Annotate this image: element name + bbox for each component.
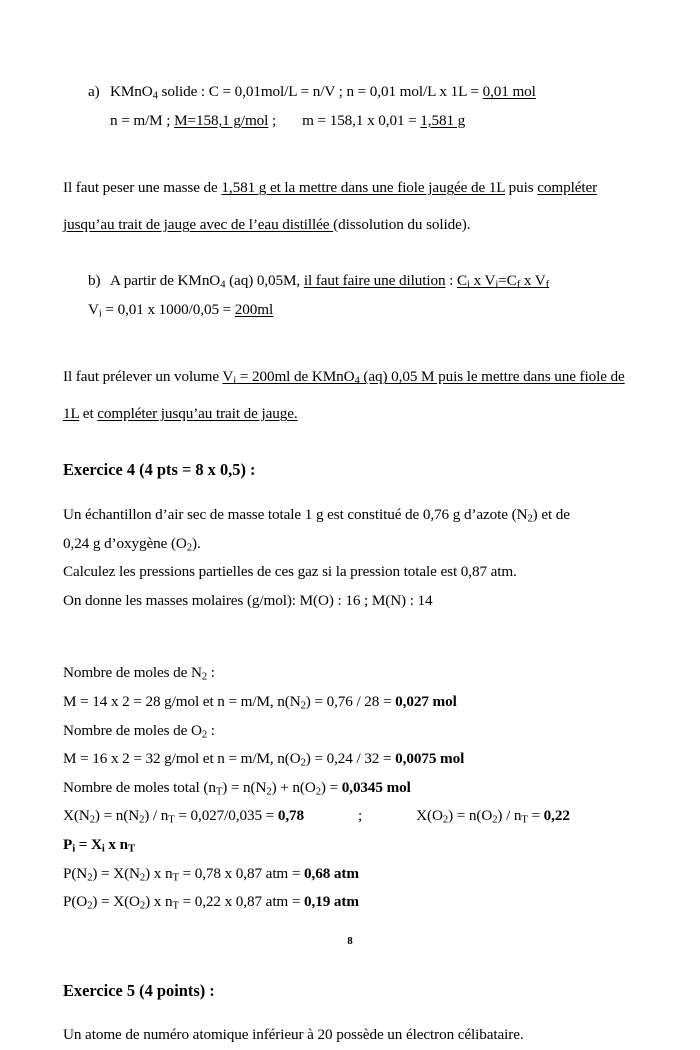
subscript-4: 4 (220, 279, 226, 291)
peser-u2: compléter jusqu’au trait de jauge avec de l’eau distillée (63, 179, 598, 234)
subscript-2: 2 (527, 513, 533, 525)
prelever-u2: fiole de 1L (63, 368, 625, 423)
vi-V: x V (469, 272, 496, 290)
subscript-2: 2 (201, 728, 208, 740)
a-line2-mid: ; (268, 111, 277, 129)
ex4-s1b: ) et de (532, 505, 570, 523)
cf-sub: f (516, 279, 521, 291)
sol-l8c: ) x n (145, 864, 173, 882)
a-line1-text: solide : C = 0,01mol/L = n/V ; n = 0,01 mol/L x 1L = (157, 83, 483, 100)
ex4-s2b: ). (192, 534, 201, 552)
ex4-sol-line8 (63, 860, 641, 889)
sol-l6d: = 0,027/0,035 = (174, 807, 278, 825)
prelever-t2: et (79, 405, 98, 423)
subscript-2: 2 (139, 814, 145, 826)
subscript-T: T (172, 871, 179, 883)
peser-t3: (dissolution du solide). (333, 216, 471, 234)
subscript-2: 2 (87, 871, 93, 883)
vi-sub: i (495, 279, 499, 291)
sol-l1a: Nombre de moles de N (63, 664, 202, 682)
sol-l3b: : (207, 721, 215, 739)
sol-l6b: ) = n(N (94, 807, 140, 825)
ex4-sol-line4 (63, 745, 641, 774)
subscript-T: T (215, 786, 223, 798)
sol-l9b: ) = X(O (92, 893, 140, 911)
sol-l6-result-o2: 0,22 (543, 807, 570, 825)
subscript-2: 2 (442, 814, 449, 826)
b-line2-V: V (88, 300, 99, 318)
ex4-sol-line6 (63, 802, 641, 831)
ex4-sol-line1 (63, 659, 641, 688)
prelever-u3: compléter jusqu’au trait de jauge. (97, 405, 298, 423)
list-item-b-line1 (63, 267, 641, 296)
subscript-T: T (521, 814, 528, 826)
sol-l3a: Nombre de moles de O (63, 721, 202, 739)
ci-sub: i (467, 279, 470, 291)
vf-V: x V (520, 272, 546, 290)
subscript-2: 2 (300, 700, 306, 712)
sol-l6c: ) / n (144, 807, 169, 825)
paragraph-peser (63, 169, 641, 243)
sol-l9c: ) x n (145, 893, 173, 911)
sol-l8d: = 0,78 x 0,87 atm = (178, 864, 305, 882)
sol-l6h: = (527, 807, 544, 825)
a-line2-result: 1,581 g (420, 111, 466, 129)
sol-l1b: : (207, 664, 215, 682)
b-line2-rest: = 0,01 x 1000/0,05 = (101, 300, 235, 318)
ex4-s2a: 0,24 g d’oxygène (O (63, 534, 187, 552)
sol-l4a: M = 16 x 2 = 32 g/mol et n = m/M, n(O (63, 750, 301, 768)
ex4-statement-line4: On donne les masses molaires (g/mol): M(O) : 16 ; M(N) : 14 (63, 591, 433, 609)
prelever-u1-post: (aq) 0,05 M puis le mettre dans une (359, 368, 580, 386)
sol-l2-result: 0,027 mol (395, 692, 457, 710)
subscript-2: 2 (266, 786, 272, 798)
subscript-i: i (72, 843, 76, 855)
spacer-block (63, 1005, 641, 1021)
sol-l5b: ) = n(N (222, 778, 267, 796)
prelever-u1-text: = 200ml de KMnO (236, 368, 355, 386)
sol-l9d: = 0,22 x 0,87 atm = (178, 893, 305, 911)
sol-l6-result-n2: 0,78 (277, 807, 305, 825)
b-line1-dilution-formula (457, 272, 549, 289)
sol-l8a: P(N (63, 864, 88, 882)
prelever-u1 (222, 368, 579, 385)
document-body (63, 78, 641, 1050)
formula-kmno4: KMnO (110, 83, 153, 100)
vf-sub: f (545, 279, 550, 291)
list-item-a-line1 (63, 78, 641, 107)
subscript-2: 2 (201, 671, 208, 683)
list-marker-a: a) (88, 83, 100, 100)
sol-l6g: ) / n (497, 807, 522, 825)
prelever-V: V (222, 368, 234, 386)
list-marker-b: b) (88, 272, 101, 290)
sol-l7-eq: = X (75, 835, 102, 853)
peser-t1: Il faut peser une masse de (63, 179, 222, 197)
b-line1-pre: A partir de KMnO (110, 272, 221, 290)
subscript-2: 2 (87, 900, 93, 912)
ex4-statement-line3: Calculez les pressions partielles de ces gaz si la pression totale est 0,87 atm. (63, 563, 517, 581)
subscript-T: T (172, 900, 179, 912)
ex4-sol-line2 (63, 688, 641, 717)
sol-l9-result: 0,19 atm (304, 893, 359, 911)
heading-exercice-4: Exercice 4 (4 pts = 8 x 0,5) : (63, 460, 256, 480)
ci-C: C (456, 272, 468, 290)
b-line1-post: (aq) 0,05M, (225, 272, 304, 290)
paragraph-prelever (63, 358, 641, 432)
a-line2-mid2: m = 158,1 x 0,01 = (302, 111, 421, 129)
peser-u1: 1,581 g et la mettre dans une fiole jaugée de 1L (221, 179, 505, 197)
a-line1-result: 0,01 mol (482, 83, 536, 100)
spacer-block (63, 485, 641, 501)
spacer-block (63, 324, 641, 358)
cf-C: =C (498, 272, 517, 290)
sol-l5d: ) = (320, 778, 342, 796)
subscript-2: 2 (139, 871, 146, 883)
page-number: 8 (347, 935, 353, 947)
prelever-t1: Il faut prélever un volume (63, 368, 223, 386)
prelever-V-sub: i (233, 375, 237, 387)
subscript-T: T (168, 814, 175, 826)
sol-l9a: P(O (63, 893, 88, 911)
subscript-2: 2 (300, 757, 306, 769)
b-line2-result: 200ml (234, 300, 274, 318)
b-line1-colon: : (445, 272, 457, 290)
ex4-statement-line1 (63, 501, 641, 530)
a-line2-molar-mass: M=158,1 g/mol (174, 111, 269, 129)
spacer-block (63, 243, 641, 267)
sol-l4-result: 0,0075 mol (395, 750, 465, 768)
ex4-sol-line3 (63, 717, 641, 746)
sol-l5c: ) + n(O (271, 778, 316, 796)
spacer-block (63, 432, 641, 456)
sol-l8b: ) = X(N (92, 864, 140, 882)
a-line2-pre: n = m/M ; (110, 111, 175, 129)
sol-l6e: X(O (416, 807, 443, 825)
ex5-statement: Un atome de numéro atomique inférieur à 20 possède un électron célibataire. (63, 1026, 524, 1044)
sol-l5a: Nombre de moles total (n (63, 778, 216, 796)
sol-l6a: X(N (63, 807, 90, 825)
sol-l2b: ) = 0,76 / 28 = (305, 692, 396, 710)
sol-l2a: M = 14 x 2 = 28 g/mol et n = m/M, n(N (63, 692, 301, 710)
heading-exercice-5: Exercice 5 (4 points) : (63, 980, 215, 1000)
ex4-sol-line7-formula (63, 831, 641, 860)
subscript-2: 2 (186, 541, 193, 553)
sol-l7-x: x n (104, 835, 128, 853)
list-item-b-line2 (63, 296, 641, 325)
peser-t2: puis (504, 179, 538, 197)
spacer-block (63, 615, 641, 659)
subscript-2: 2 (492, 814, 498, 826)
subscript-T: T (127, 843, 135, 855)
spacer-block (63, 135, 641, 169)
sol-l6-separator: ; (358, 807, 363, 825)
subscript-i: i (101, 843, 105, 855)
subscript-4: 4 (354, 375, 360, 387)
b-line1-dilution: il faut faire une dilution (303, 272, 446, 290)
subscript-2: 2 (139, 900, 146, 912)
b-line2-sub: i (98, 308, 102, 320)
ex4-sol-line9 (63, 888, 641, 917)
ex4-s1a: Un échantillon d’air sec de masse totale 1 g est constitué de 0,76 g d’azote (N (63, 505, 528, 523)
sol-l4b: ) = 0,24 / 32 = (305, 750, 396, 768)
list-item-a-line2 (63, 107, 641, 136)
sol-l7-P: P (63, 835, 73, 853)
subscript-4: 4 (152, 90, 158, 102)
sol-l8-result: 0,68 atm (304, 864, 359, 882)
subscript-2: 2 (315, 786, 321, 798)
ex4-statement-line2 (63, 530, 641, 559)
spacer-block (63, 961, 641, 977)
sol-l6f: ) = n(O (448, 807, 493, 825)
subscript-2: 2 (89, 814, 95, 826)
ex4-sol-line5 (63, 774, 641, 803)
sol-l5-result: 0,0345 mol (341, 778, 411, 796)
